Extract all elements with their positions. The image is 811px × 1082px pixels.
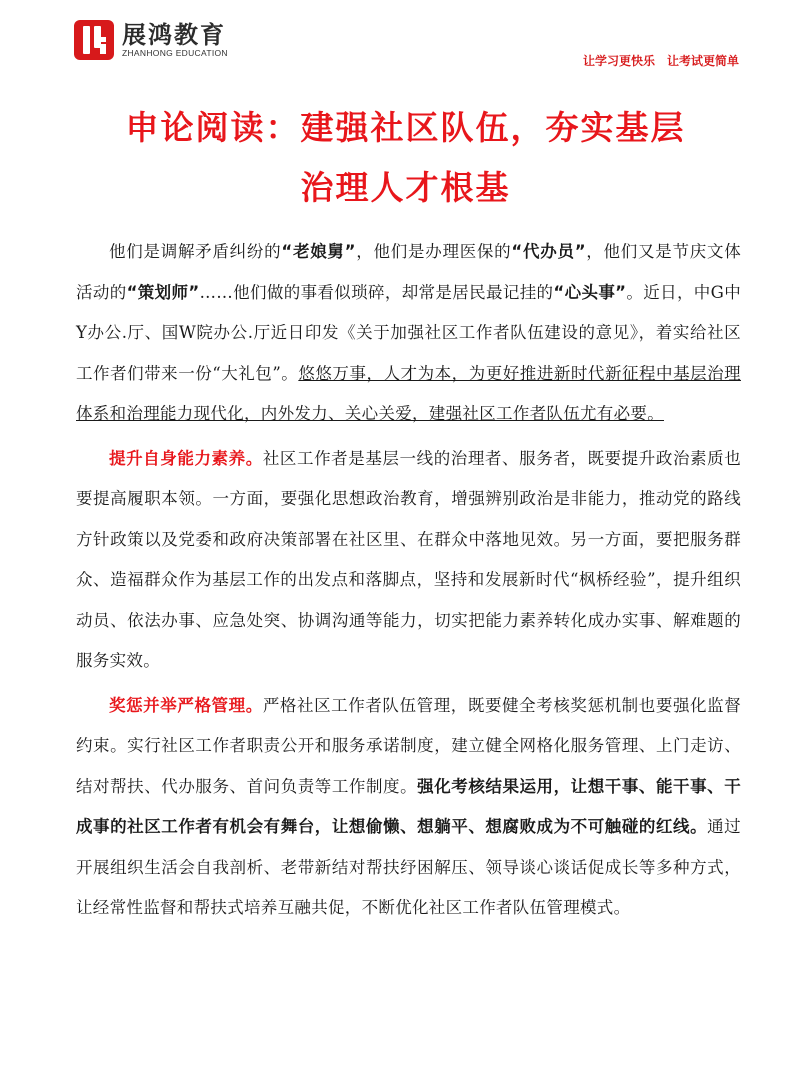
quote-term: “心头事” bbox=[553, 282, 627, 302]
article-title bbox=[70, 98, 741, 218]
text: 。近日，中G中Y办公.厅、国W院办公.厅近日印发《关于加强社区工作者队伍建设的意见》，着实给社区工作者们带来一份“大礼包”。 bbox=[76, 282, 741, 383]
text: 他们是调解矛盾纠纷的 bbox=[109, 242, 282, 261]
underlined-sentence: 悠悠万事，人才为本，为更好推进新时代新征程中基层治理体系和治理能力现代化，内外发力、关心关爱，建强社区工作者队伍尤有必要。 bbox=[76, 363, 741, 423]
text: ……他们做的事看似琐碎，却常是居民最记挂的 bbox=[199, 282, 554, 302]
text: ，他们又是节庆文体活动的 bbox=[76, 242, 741, 302]
bold-sentence: 强化考核结果运用，让想干事、能干事、干成事的社区工作者有机会有舞台，让想偷懒、想躺平、想腐败成为不可触碰的红线。 bbox=[76, 776, 741, 836]
article-body bbox=[76, 232, 741, 929]
section-heading: 奖惩并举严格管理。 bbox=[109, 695, 263, 715]
logo-mark-icon bbox=[74, 20, 114, 60]
quote-term: “老娘舅” bbox=[281, 242, 356, 261]
text: 社区工作者是基层一线的治理者、服务者，既要提升政治素质也要提高履职本领。一方面，要强化思想政治教育，增强辨别政治是非能力，推动党的路线方针政策以及党委和政府决策部署在社区里、在群众中落地见效。另一方面，要把服务群众、造福群众作为基层工作的出发点和落脚点，坚持和发展新时代“枫桥经验”，提升组织动员、依法办事、应急处突、协调沟通等能力，切实把能力素养转化成办实事、解难题的服务实效。 bbox=[76, 448, 742, 670]
brand-name-en: ZHANHONG EDUCATION bbox=[122, 47, 228, 58]
text: ，他们是办理医保的 bbox=[355, 242, 512, 261]
paragraph-capability bbox=[76, 439, 741, 682]
quote-term: “策划师” bbox=[126, 282, 200, 302]
title-line-2: 治理人才根基 bbox=[300, 168, 511, 207]
page-header bbox=[0, 0, 811, 72]
slogan-exam: 让考试更简单 bbox=[666, 54, 739, 68]
text: 通过开展组织生活会自我剖析、老带新结对帮扶纾困解压、领导谈心谈话促成长等多种方式，让经常性监督和帮扶式培养互融共促，不断优化社区工作者队伍管理模式。 bbox=[76, 817, 741, 917]
brand-logo bbox=[74, 20, 228, 60]
title-line-1: 申论阅读：建强社区队伍，夯实基层 bbox=[125, 108, 686, 147]
paragraph-intro bbox=[76, 232, 741, 435]
paragraph-management bbox=[76, 686, 741, 929]
section-heading: 提升自身能力素养。 bbox=[109, 448, 263, 468]
slogan-learn: 让学习更快乐 bbox=[582, 54, 655, 68]
brand-name-cn: 展鸿教育 bbox=[122, 20, 226, 49]
slogan bbox=[583, 52, 739, 69]
quote-term: “代办员” bbox=[511, 242, 586, 261]
text: 严格社区工作者队伍管理，既要健全考核奖惩机制也要强化监督约束。实行社区工作者职责公开和服务承诺制度，建立健全网格化服务管理、上门走访、结对帮扶、代办服务、首问负责等工作制度。 bbox=[76, 695, 742, 796]
